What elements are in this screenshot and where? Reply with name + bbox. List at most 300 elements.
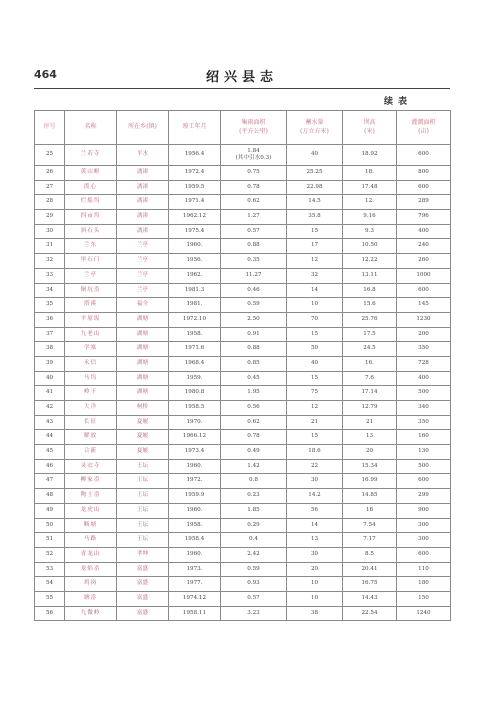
table-cell: 300 <box>397 518 451 533</box>
table-cell: 1960. <box>169 459 221 474</box>
table-row <box>35 547 451 562</box>
table-cell: 51 <box>35 533 65 548</box>
table-cell: 1240 <box>397 606 451 621</box>
table-cell: 1960. <box>169 503 221 518</box>
table-cell: 1960. <box>169 239 221 254</box>
table-cell: 49 <box>35 503 65 518</box>
table-cell: 38 <box>287 606 343 621</box>
table-cell: 1960. <box>169 547 221 562</box>
table-row <box>35 503 451 518</box>
table-cell: 1971.4 <box>169 195 221 210</box>
table-cell: 1968.4 <box>169 356 221 371</box>
table-cell: 1.85 <box>221 503 287 518</box>
table-cell: 45 <box>35 445 65 460</box>
table-cell: 斜石头 <box>65 224 117 239</box>
table-cell: 灵衣寺 <box>65 459 117 474</box>
table-cell: 55 <box>35 591 65 606</box>
table-cell: 180 <box>397 577 451 592</box>
column-header: 集雨面积 (平方公里) <box>221 111 287 145</box>
table-cell: 14.5 <box>287 195 343 210</box>
table-cell: 299 <box>397 489 451 504</box>
column-header: 蓄水量 (万立方米) <box>287 111 343 145</box>
table-cell: 13 <box>343 430 397 445</box>
table-row <box>35 445 451 460</box>
table-cell: 340 <box>397 401 451 416</box>
table-cell: 34 <box>35 283 65 298</box>
table-row <box>35 606 451 621</box>
table-cell: 48 <box>35 489 65 504</box>
table-cell: 10 <box>287 577 343 592</box>
table-cell: 柳家岙 <box>65 474 117 489</box>
table-cell: 30 <box>35 224 65 239</box>
table-cell: 0.57 <box>221 224 287 239</box>
table-cell: 2.42 <box>221 547 287 562</box>
table-cell: 50 <box>35 518 65 533</box>
table-row <box>35 239 451 254</box>
table-row <box>35 195 451 210</box>
table-cell: 20 <box>343 445 397 460</box>
table-cell: 解放 <box>65 430 117 445</box>
table-row <box>35 371 451 386</box>
table-cell: 0.45 <box>221 371 287 386</box>
table-cell: 9.16 <box>343 210 397 225</box>
table-row <box>35 474 451 489</box>
table-cell: 289 <box>397 195 451 210</box>
table-cell: 30 <box>287 547 343 562</box>
table-row <box>35 386 451 401</box>
table-cell: 湖塘 <box>117 312 169 327</box>
table-cell: 728 <box>397 356 451 371</box>
table-cell: 学塞 <box>65 342 117 357</box>
table-cell: 12.79 <box>343 401 397 416</box>
table-cell: 9.3 <box>343 224 397 239</box>
table-cell: 240 <box>397 239 451 254</box>
table-cell: 900 <box>397 503 451 518</box>
table-cell: 岭下 <box>65 386 117 401</box>
table-cell: 1959.9 <box>169 489 221 504</box>
table-cell: 20.41 <box>343 562 397 577</box>
table-cell: 52 <box>35 547 65 562</box>
page-number: 464 <box>34 68 57 81</box>
table-cell: 43 <box>35 415 65 430</box>
table-cell: 796 <box>397 210 451 225</box>
table-cell: 21 <box>343 415 397 430</box>
table-cell: 1.84 (其中引水0.3) <box>221 145 287 166</box>
table-cell: 0.93 <box>221 577 287 592</box>
table-cell: 15 <box>287 371 343 386</box>
table-cell: 29 <box>35 210 65 225</box>
table-cell: 龙焰岙 <box>65 562 117 577</box>
table-cell: 16 <box>343 503 397 518</box>
table-cell: 1.27 <box>221 210 287 225</box>
table-cell: 37 <box>35 327 65 342</box>
table-cell: 15 <box>287 224 343 239</box>
table-cell: 260 <box>397 254 451 269</box>
table-cell: 35 <box>35 298 65 313</box>
table-cell: 300 <box>397 533 451 548</box>
table-cell: 500 <box>397 459 451 474</box>
table-cell: 7.54 <box>343 518 397 533</box>
table-cell: 0.85 <box>221 356 287 371</box>
table-cell: 马路 <box>65 533 117 548</box>
table-cell: 25.25 <box>287 166 343 181</box>
table-cell: 1956.4 <box>169 145 221 166</box>
table-cell: 1981. <box>169 298 221 313</box>
table-cell: 塔溪 <box>65 298 117 313</box>
table-cell: 1971.6 <box>169 342 221 357</box>
table-cell: 600 <box>397 283 451 298</box>
table-cell: 17.5 <box>343 327 397 342</box>
table-cell: 富盛 <box>117 591 169 606</box>
table-cell: 14.43 <box>343 591 397 606</box>
page-header <box>34 66 450 88</box>
table-cell: 200 <box>397 327 451 342</box>
table-cell: 长征 <box>65 415 117 430</box>
table-cell: 0.56 <box>221 401 287 416</box>
table-cell: 1973.4 <box>169 445 221 460</box>
table-cell: 54 <box>35 577 65 592</box>
table-cell: 孝坤 <box>117 547 169 562</box>
table-cell: 0.23 <box>221 489 287 504</box>
table-cell: 350 <box>397 342 451 357</box>
table-row <box>35 268 451 283</box>
table-cell: 12.22 <box>343 254 397 269</box>
table-row <box>35 591 451 606</box>
table-cell: 32 <box>35 254 65 269</box>
table-cell: 50 <box>287 342 343 357</box>
table-row <box>35 356 451 371</box>
table-cell: 富盛 <box>117 562 169 577</box>
table-cell: 600 <box>397 180 451 195</box>
table-cell: 1959.5 <box>169 180 221 195</box>
table-cell: 四亩坞 <box>65 210 117 225</box>
table-row <box>35 533 451 548</box>
table-row <box>35 489 451 504</box>
table-cell: 0.8 <box>221 474 287 489</box>
table-cell: 0.75 <box>221 166 287 181</box>
table-cell: 0.57 <box>221 591 287 606</box>
table-cell: 15 <box>287 327 343 342</box>
table-cell: 青龙山 <box>65 547 117 562</box>
table-cell: 0.62 <box>221 195 287 210</box>
table-cell: 0.91 <box>221 327 287 342</box>
table-cell: 16.99 <box>343 474 397 489</box>
table-cell: 18.6 <box>287 445 343 460</box>
table-cell: 21 <box>287 415 343 430</box>
table-cell: 1956. <box>169 254 221 269</box>
table-cell: 130 <box>397 445 451 460</box>
table-cell: 1962. <box>169 268 221 283</box>
table-cell: 14.85 <box>343 489 397 504</box>
table-cell: 兰亭 <box>65 268 117 283</box>
table-row <box>35 283 451 298</box>
header-rule <box>34 88 450 89</box>
table-cell: 39 <box>35 356 65 371</box>
table-cell: 7.17 <box>343 533 397 548</box>
table-cell: 22.98 <box>287 180 343 195</box>
table-cell: 湖塘 <box>117 342 169 357</box>
table-cell: 400 <box>397 371 451 386</box>
table-cell: 42 <box>35 401 65 416</box>
table-cell: 马坞 <box>65 371 117 386</box>
table-row <box>35 145 451 166</box>
table-cell: 44 <box>35 430 65 445</box>
table-cell: 1970. <box>169 415 221 430</box>
table-cell: 40 <box>287 145 343 166</box>
table-cell: 兰亭 <box>117 283 169 298</box>
table-cell: 18.92 <box>343 145 397 166</box>
table-cell: 15.34 <box>343 459 397 474</box>
table-cell: 1000 <box>397 268 451 283</box>
table-header-row <box>35 111 451 145</box>
book-title: 绍兴县志 <box>205 70 278 85</box>
table-cell: 28 <box>35 195 65 210</box>
table-cell: 福全 <box>117 298 169 313</box>
table-cell: 27 <box>35 180 65 195</box>
table-cell: 26 <box>35 166 65 181</box>
table-cell: 10 <box>287 298 343 313</box>
table-cell: 1958. <box>169 518 221 533</box>
table-cell: 400 <box>397 224 451 239</box>
table-row <box>35 401 451 416</box>
table-cell: 烂船坞 <box>65 195 117 210</box>
table-cell: 平原坂 <box>65 312 117 327</box>
table-cell: 12 <box>287 401 343 416</box>
table-cell: 1959. <box>169 371 221 386</box>
table-cell: 16.75 <box>343 577 397 592</box>
table-cell: 陶士岙 <box>65 489 117 504</box>
table-cell: 350 <box>397 415 451 430</box>
table-cell: 25 <box>35 145 65 166</box>
table-cell: 46 <box>35 459 65 474</box>
table-cell: 56 <box>287 503 343 518</box>
table-cell: 1962.12 <box>169 210 221 225</box>
table-row <box>35 180 451 195</box>
table-cell: 500 <box>397 386 451 401</box>
table-cell: 断塘 <box>65 518 117 533</box>
table-cell: 里石门 <box>65 254 117 269</box>
table-cell: 王坛 <box>117 533 169 548</box>
table-cell: 王坛 <box>117 503 169 518</box>
table-cell: 16. <box>343 356 397 371</box>
table-cell: 11.27 <box>221 268 287 283</box>
table-cell: 王坛 <box>117 459 169 474</box>
table-cell: 36 <box>35 312 65 327</box>
table-cell: 1958.4 <box>169 533 221 548</box>
table-cell: 12 <box>287 254 343 269</box>
table-cell: 0.49 <box>221 445 287 460</box>
table-cell: 10 <box>287 591 343 606</box>
table-cell: 大洋 <box>65 401 117 416</box>
table-cell: 兰亭 <box>117 254 169 269</box>
table-cell: 35.8 <box>287 210 343 225</box>
table-cell: 兰亭 <box>117 239 169 254</box>
table-cell: 15.6 <box>343 298 397 313</box>
table-cell: 王坛 <box>117 489 169 504</box>
table-cell: 22 <box>287 459 343 474</box>
table-cell: 王坛 <box>117 474 169 489</box>
table-cell: 14.2 <box>287 489 343 504</box>
table-cell: 龙虎山 <box>65 503 117 518</box>
table-cell: 56 <box>35 606 65 621</box>
table-cell: 31 <box>35 239 65 254</box>
table-cell: 1966.12 <box>169 430 221 445</box>
table-row <box>35 166 451 181</box>
table-row <box>35 327 451 342</box>
table-cell: 兰若寺 <box>65 145 117 166</box>
table-cell: 0.78 <box>221 430 287 445</box>
table-cell: 湖塘 <box>117 386 169 401</box>
column-header: 灌溉面积 (亩) <box>397 111 451 145</box>
table-cell: 13 <box>287 533 343 548</box>
table-cell: 1977. <box>169 577 221 592</box>
table-cell: 夏履 <box>117 445 169 460</box>
table-cell: 32 <box>287 268 343 283</box>
table-cell: 夏履 <box>117 415 169 430</box>
table-cell: 0.88 <box>221 342 287 357</box>
table-cell: 17 <box>287 239 343 254</box>
table-cell: 九微岭 <box>65 606 117 621</box>
column-header: 名称 <box>65 111 117 145</box>
table-row <box>35 562 451 577</box>
table-cell: 平水 <box>117 145 169 166</box>
column-header: 坝高 (米) <box>343 111 397 145</box>
table-cell: 600 <box>397 145 451 166</box>
table-cell: 0.88 <box>221 239 287 254</box>
table-cell: 九老山 <box>65 327 117 342</box>
table-cell: 富盛 <box>117 577 169 592</box>
table-cell: 40 <box>287 356 343 371</box>
table-cell: 1972.4 <box>169 166 221 181</box>
table-cell: 17.14 <box>343 386 397 401</box>
table-cell: 160 <box>397 430 451 445</box>
table-cell: 33 <box>35 268 65 283</box>
table-cell: 25.76 <box>343 312 397 327</box>
table-cell: 145 <box>397 298 451 313</box>
table-cell: 0.59 <box>221 562 287 577</box>
table-cell: 14 <box>287 518 343 533</box>
table-cell: 0.46 <box>221 283 287 298</box>
table-cell: 7.6 <box>343 371 397 386</box>
table-cell: 漓渚 <box>117 224 169 239</box>
table-cell: 24.5 <box>343 342 397 357</box>
table-cell: 40 <box>35 371 65 386</box>
table-body <box>35 145 451 621</box>
column-header: 竣工年月 <box>169 111 221 145</box>
table-cell: 漓渚 <box>117 210 169 225</box>
table-row <box>35 298 451 313</box>
table-cell: 0.29 <box>221 518 287 533</box>
table-cell: 1.95 <box>221 386 287 401</box>
table-cell: 14 <box>287 283 343 298</box>
table-cell: 永信 <box>65 356 117 371</box>
table-cell: 20 <box>287 562 343 577</box>
table-cell: 1230 <box>397 312 451 327</box>
table-row <box>35 210 451 225</box>
table-cell: 漓渚 <box>117 166 169 181</box>
table-cell: 600 <box>397 547 451 562</box>
table-row <box>35 459 451 474</box>
table-cell: 75 <box>287 386 343 401</box>
table-cell: 柯桥 <box>117 401 169 416</box>
table-cell: 漓渚 <box>117 180 169 195</box>
table-cell: 湖塘 <box>117 371 169 386</box>
table-cell: 湖塘 <box>117 327 169 342</box>
table-cell: 12. <box>343 195 397 210</box>
table-cell: 0.35 <box>221 254 287 269</box>
table-cell: 18. <box>343 166 397 181</box>
table-cell: 17.48 <box>343 180 397 195</box>
table-row <box>35 342 451 357</box>
table-row <box>35 312 451 327</box>
table-cell: 王坛 <box>117 518 169 533</box>
table-cell: 兰亭 <box>117 268 169 283</box>
table-row <box>35 577 451 592</box>
table-cell: 湖塘 <box>117 356 169 371</box>
table-cell: 22.54 <box>343 606 397 621</box>
table-cell: 1980.8 <box>169 386 221 401</box>
table-cell: 兰东 <box>65 239 117 254</box>
table-cell: 0.59 <box>221 298 287 313</box>
table-cell: 30 <box>287 474 343 489</box>
table-cell: 150 <box>397 591 451 606</box>
table-row <box>35 224 451 239</box>
table-cell: 夏履 <box>117 430 169 445</box>
table-row <box>35 518 451 533</box>
table-cell: 41 <box>35 386 65 401</box>
table-cell: 70 <box>287 312 343 327</box>
table-cell: 1958.11 <box>169 606 221 621</box>
table-cell: 1981.3 <box>169 283 221 298</box>
table-cell: 15 <box>287 430 343 445</box>
table-cell: 38 <box>35 342 65 357</box>
table-cell: 1958. <box>169 327 221 342</box>
reservoir-table <box>34 110 451 621</box>
table-cell: 0.62 <box>221 415 287 430</box>
table-row <box>35 430 451 445</box>
table-cell: 800 <box>397 166 451 181</box>
table-cell: 600 <box>397 474 451 489</box>
table-cell: 黄山岖 <box>65 166 117 181</box>
table-cell: 1972.10 <box>169 312 221 327</box>
table-cell: 1972. <box>169 474 221 489</box>
table-cell: 富盛 <box>117 606 169 621</box>
table-cell: 16.8 <box>343 283 397 298</box>
table-cell: 1973. <box>169 562 221 577</box>
table-cell: 0.4 <box>221 533 287 548</box>
table-cell: 1958.5 <box>169 401 221 416</box>
table-cell: 漓渚 <box>117 195 169 210</box>
table-cell: 1974.12 <box>169 591 221 606</box>
table-cell: 2.50 <box>221 312 287 327</box>
column-header: 序号 <box>35 111 65 145</box>
table-cell: 合新 <box>65 445 117 460</box>
table-cell: 8.5 <box>343 547 397 562</box>
table-row <box>35 254 451 269</box>
table-cell: 110 <box>397 562 451 577</box>
column-header: 所在乡(镇) <box>117 111 169 145</box>
table-row <box>35 415 451 430</box>
table-cell: 铜坑岙 <box>65 283 117 298</box>
table-cell: 0.78 <box>221 180 287 195</box>
table-cell: 10.50 <box>343 239 397 254</box>
table-cell: 泼心 <box>65 180 117 195</box>
continued-table-label: 续表 <box>384 97 413 107</box>
table-cell: 53 <box>35 562 65 577</box>
table-cell: 13.11 <box>343 268 397 283</box>
table-cell: 鸡岗 <box>65 577 117 592</box>
table-cell: 3.23 <box>221 606 287 621</box>
